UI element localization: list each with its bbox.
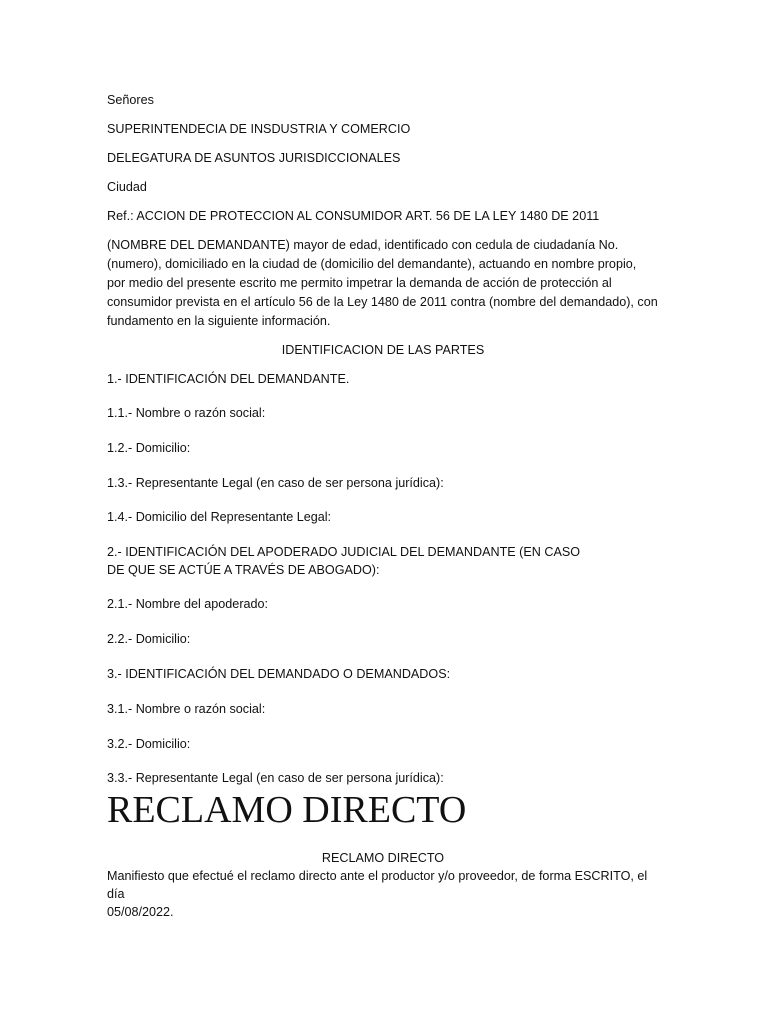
- claim-text-line-2: día: [107, 887, 125, 901]
- intro-line: consumidor prevista en el artículo 56 de la Ley 1480 de 2011 contra (nombre del demandado), con: [107, 295, 658, 309]
- intro-line: fundamento en la siguiente información.: [107, 314, 331, 328]
- section-2-1: 2.1.- Nombre del apoderado:: [107, 597, 269, 611]
- section-1-3: 1.3.- Representante Legal (en caso de ser persona jurídica):: [107, 476, 444, 490]
- section-1-1: 1.1.- Nombre o razón social:: [107, 406, 266, 420]
- claim-heading: RECLAMO DIRECTO: [321, 851, 445, 865]
- intro-line: (NOMBRE DEL DEMANDANTE) mayor de edad, identificado con cedula de ciudadanía No.: [107, 238, 619, 252]
- section-2-2: 2.2.- Domicilio:: [107, 632, 191, 646]
- section-3-2: 3.2.- Domicilio:: [107, 737, 191, 751]
- section-2-title-line-2: DE QUE SE ACTÚE A TRAVÉS DE ABOGADO):: [107, 563, 380, 577]
- claim-big-heading: RECLAMO DIRECTO: [107, 789, 467, 831]
- parties-heading: IDENTIFICACION DE LAS PARTES: [281, 343, 485, 357]
- recipient-city: Ciudad: [107, 180, 147, 194]
- claim-date: 05/08/2022.: [107, 905, 174, 919]
- intro-line: (numero), domiciliado en la ciudad de (domicilio del demandante), actuando en nombre propio,: [107, 257, 637, 271]
- section-1-2: 1.2.- Domicilio:: [107, 441, 191, 455]
- claim-text-line-1: Manifiesto que efectué el reclamo directo ante el productor y/o proveedor, de forma ESCRITO, el: [107, 869, 648, 883]
- recipient-entity: SUPERINTENDECIA DE INSDUSTRIA Y COMERCIO: [107, 122, 411, 136]
- section-1-4: 1.4.- Domicilio del Representante Legal:: [107, 510, 332, 524]
- recipient-delegation: DELEGATURA DE ASUNTOS JURISDICCIONALES: [107, 151, 401, 165]
- intro-line: por medio del presente escrito me permito impetrar la demanda de acción de protección al: [107, 276, 612, 290]
- section-2-title-line-1: 2.- IDENTIFICACIÓN DEL APODERADO JUDICIAL DEL DEMANDANTE (EN CASO: [107, 545, 581, 559]
- salutation: Señores: [107, 93, 154, 107]
- section-3-title: 3.- IDENTIFICACIÓN DEL DEMANDADO O DEMANDADOS:: [107, 667, 451, 681]
- intro-paragraph: [107, 236, 667, 331]
- section-3-3: 3.3.- Representante Legal (en caso de ser persona jurídica):: [107, 771, 444, 785]
- section-1-title: 1.- IDENTIFICACIÓN DEL DEMANDANTE.: [107, 372, 350, 386]
- reference-line: Ref.: ACCION DE PROTECCION AL CONSUMIDOR ART. 56 DE LA LEY 1480 DE 2011: [107, 209, 600, 223]
- section-3-1: 3.1.- Nombre o razón social:: [107, 702, 266, 716]
